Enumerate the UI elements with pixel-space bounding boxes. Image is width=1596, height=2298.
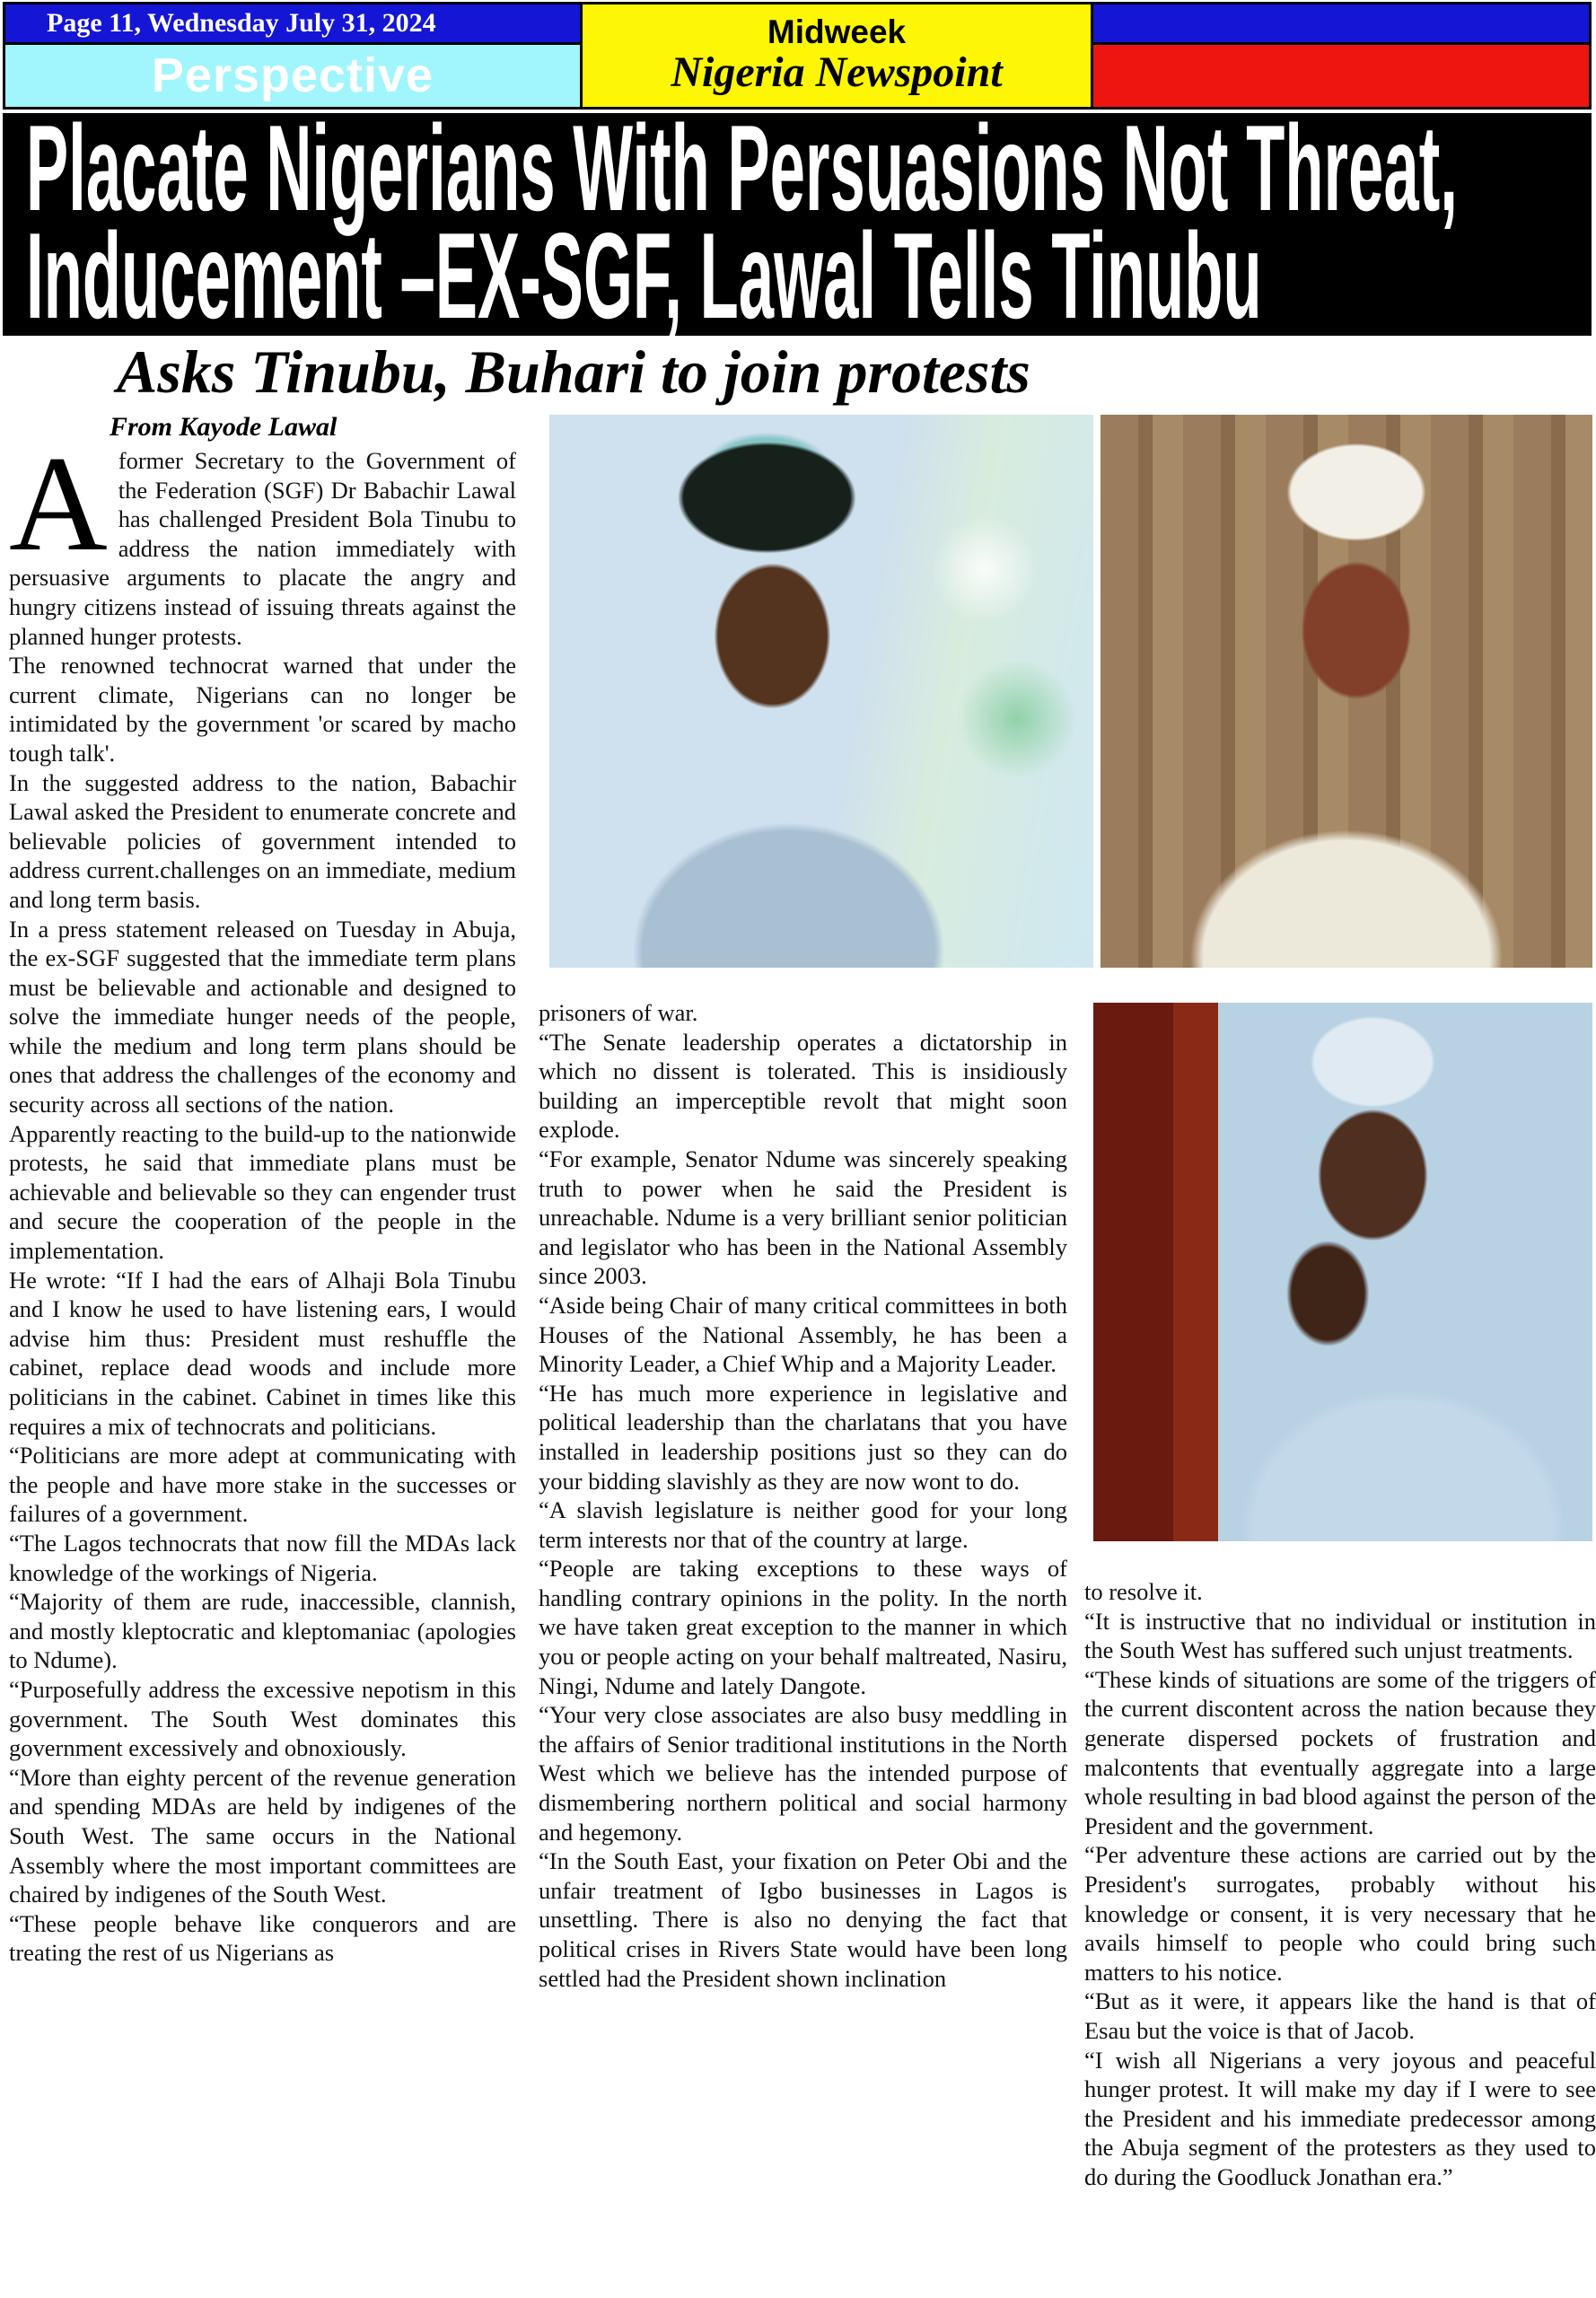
- page-header: [3, 2, 1592, 110]
- paragraph: “The Lagos technocrats that now fill the MDAs lack knowledge of the workings of Nigeria.: [9, 1529, 516, 1586]
- paragraph: “But as it were, it appears like the hand is that of Esau but the voice is that of Jacob.: [1084, 1987, 1596, 2044]
- photo-babachir-lawal: [1093, 1003, 1592, 1541]
- paragraph: “Your very close associates are also busy meddling in the affairs of Senior traditional institutions in the North West which we believe has the intended purpose of dismembering northern political and social harmony and hegemony.: [539, 1701, 1067, 1846]
- paragraph: prisoners of war.: [539, 999, 698, 1026]
- headline-line-2: Inducement –EX-SGF, Lawal Tells Tinubu: [26, 207, 1262, 336]
- paragraph: “Purposefully address the excessive nepotism in this government. The South West dominates this government excessively and obnoxiously.: [9, 1675, 516, 1762]
- paragraph: In the suggested address to the nation, Babachir Lawal asked the President to enumerate concrete and believable policies of government intended to address current.challenges on an immediate, medium and long term basis.: [9, 768, 516, 913]
- photo-president-tinubu: [549, 415, 1093, 968]
- subheadline: Asks Tinubu, Buhari to join protests: [117, 338, 1030, 406]
- headline-line-1: Placate Nigerians With Persuasions Not Threat,: [26, 113, 1458, 236]
- paragraph: to resolve it.: [1084, 1578, 1203, 1605]
- article-column-1: [9, 428, 516, 2292]
- paragraph: “Per adventure these actions are carried out by the President's surrogates, probably without his knowledge or consent, it is very necessary that he avails himself to people who could bring such matters to his notice.: [1084, 1841, 1596, 1986]
- paragraph: “More than eighty percent of the revenue generation and spending MDAs are held by indigenes of the South West. The same occurs in the National Assembly where the most important committees are chaired by indigenes of the South West.: [9, 1763, 516, 1908]
- byline: From Kayode Lawal: [110, 412, 338, 442]
- header-red-block: [1093, 45, 1589, 107]
- paragraph: “Politicians are more adept at communicating with the people and have more stake in the successes or failures of a government.: [9, 1442, 516, 1528]
- paragraph: “Majority of them are rude, inaccessible, clannish, and mostly kleptocratic and kleptomaniac (apologies to Ndume).: [9, 1588, 516, 1674]
- article-column-2: [539, 998, 1067, 2273]
- paragraph: “The Senate leadership operates a dictatorship in which no dissent is tolerated. This is insidiously building an imperceptible revolt that might soon explode.: [539, 1028, 1067, 1144]
- header-blue-block: [1093, 4, 1589, 42]
- page-date-bar: Page 11, Wednesday July 31, 2024: [5, 4, 580, 42]
- paragraph: “These people behave like conquerors and are treating the rest of us Nigerians as: [9, 1909, 516, 1967]
- paragraph: “I wish all Nigerians a very joyous and peaceful hunger protest. It will make my day if I were to see the President and his immediate predecessor among the Abuja segment of the protesters as they used to do during the Goodluck Jonathan era.”: [1084, 2046, 1596, 2190]
- paragraph: “A slavish legislature is neither good for your long term interests nor that of the country at large.: [539, 1496, 1067, 1553]
- masthead-edition: Midweek: [767, 13, 907, 50]
- paragraph: In a press statement released on Tuesday in Abuja, the ex-SGF suggested that the immediate term plans must be believable and actionable and designed to solve the immediate hunger needs of the people, while the medium and long term plans should be ones that address the challenges of the economy and security across all sections of the nation.: [9, 915, 516, 1118]
- paragraph: The renowned technocrat warned that under the current climate, Nigerians can no longer be intimidated by the government 'or scared by macho tough talk'.: [9, 652, 516, 767]
- paragraph: “It is instructive that no individual or institution in the South West has suffered such unjust treatments.: [1084, 1607, 1596, 1664]
- paragraph: “In the South East, your fixation on Peter Obi and the unfair treatment of Igbo businesses in Lagos is unsettling. There is also no denying the fact that political crises in Rivers State would have been long settled had the President shown inclination: [539, 1847, 1067, 1992]
- paragraph: “These kinds of situations are some of the triggers of the current discontent across the nation because they generate dispersed pockets of frustration and malcontents that eventually aggregate into a large whole resulting in bad blood against the person of the President and the government.: [1084, 1665, 1596, 1839]
- paragraph: Apparently reacting to the build-up to the nationwide protests, he said that immediate plans must be achievable and believable so they can engender trust and secure the cooperation of the people in the implementation.: [9, 1119, 516, 1265]
- paragraph-text: former Secretary to the Government of the Federation (SGF) Dr Babachir Lawal has challenged President Bola Tinubu to address the nation immediately with persuasive arguments to placate the angry and hungry citizens instead of issuing threats against the planned hunger protests.: [9, 447, 516, 650]
- section-banner: Perspective: [5, 45, 580, 107]
- drop-cap: A: [9, 428, 108, 579]
- masthead: [583, 4, 1091, 107]
- article-column-3: [1084, 1577, 1596, 2295]
- paragraph: He wrote: “If I had the ears of Alhaji Bola Tinubu and I know he used to have listening ears, I would advise him thus: President must reshuffle the cabinet, replace dead woods and include more politicians in the cabinet. Cabinet in times like this requires a mix of technocrats and politicians.: [9, 1266, 516, 1440]
- paragraph: “He has much more experience in legislative and political leadership than the charlatans that you have installed in leadership positions just so they can do your bidding slavishly as they are now wont to do.: [539, 1379, 1067, 1495]
- paragraph: “Aside being Chair of many critical committees in both Houses of the National Assembly, he has been a Minority Leader, a Chief Whip and a Majority Leader.: [539, 1291, 1067, 1378]
- paragraph: “For example, Senator Ndume was sincerely speaking truth to power when he said the President is unreachable. Ndume is a very brilliant senior politician and legislator who has been in the National Assembly since 2003.: [539, 1145, 1067, 1290]
- masthead-title: Nigeria Newspoint: [671, 48, 1003, 96]
- paragraph: [9, 428, 516, 651]
- photo-man-in-white-cap: [1101, 415, 1592, 968]
- headline-band: [3, 113, 1592, 336]
- paragraph: “People are taking exceptions to these ways of handling contrary opinions in the polity. In the north we have taken great exception to the manner in which you or people acting on your behalf maltreated, Nasiru, Ningi, Ndume and lately Dangote.: [539, 1555, 1067, 1699]
